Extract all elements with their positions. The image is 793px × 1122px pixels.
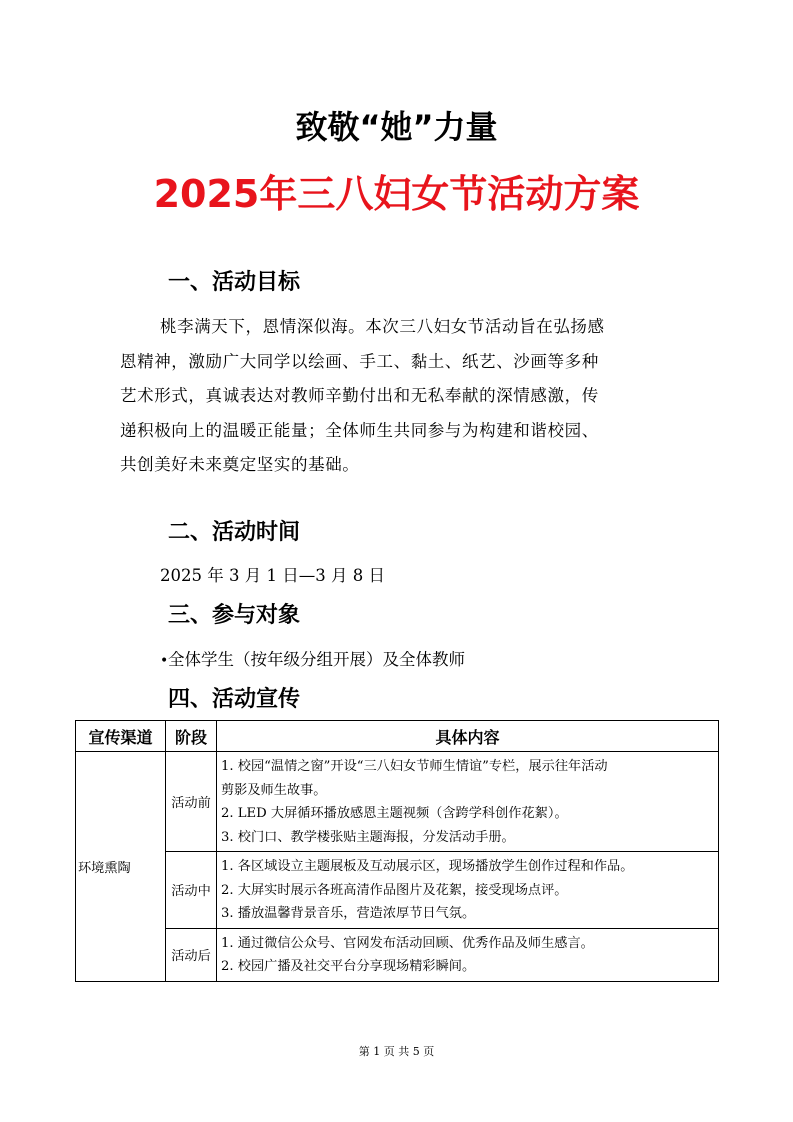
header-channel: 宣传渠道: [76, 721, 166, 752]
paragraph-line: 恩精神，激励广大同学以绘画、手工、黏土、纸艺、沙画等多种: [120, 351, 599, 371]
content-cell: [217, 852, 719, 929]
channel-cell: 环境熏陶: [76, 752, 166, 982]
stage-cell: 活动后: [166, 928, 217, 981]
content-line: 3. 校门口、教学楼张贴主题海报，分发活动手册。: [221, 829, 515, 845]
content-line: 3. 播放温馨背景音乐，营造浓厚节日气氛。: [221, 906, 476, 921]
section-4-heading: 四、活动宣传: [168, 687, 301, 712]
table-row: [76, 852, 719, 929]
stage-cell: 活动中: [166, 852, 217, 929]
paragraph-line: 桃李满天下，恩情深似海。本次三八妇女节活动旨在弘扬感: [160, 317, 605, 336]
paragraph-line: 共创美好未来奠定坚实的基础。: [120, 455, 360, 474]
title-line-2: 2025年三八妇女节活动方案: [153, 172, 640, 216]
paragraph-line: 艺术形式，真诚表达对教师辛勤付出和无私奉献的深情感激，传: [120, 386, 599, 405]
page-footer: 第 1 页 共 5 页: [358, 1045, 435, 1058]
content-cell: [217, 928, 719, 981]
content-line: 1. 校园“温情之窗”开设“三八妇女节师生情谊”专栏，展示往年活动: [221, 759, 608, 774]
content-line: 1. 通过微信公众号、官网发布活动回顾、优秀作品及师生感言。: [221, 935, 594, 951]
section-1-paragraph: [120, 310, 680, 483]
content-line: 1. 各区域设立主题展板及互动展示区，现场播放学生创作过程和作品。: [221, 859, 634, 874]
promotion-table: [75, 720, 719, 982]
content-line: 2. 校园广播及社交平台分享现场精彩瞬间。: [221, 959, 476, 974]
header-stage: 阶段: [166, 721, 217, 752]
paragraph-line: 递积极向上的温暖正能量；全体师生共同参与为构建和谐校园、: [120, 420, 599, 440]
header-content: 具体内容: [217, 721, 719, 752]
content-cell: [217, 752, 719, 852]
activity-time: 2025 年 3 月 1 日—3 月 8 日: [160, 566, 385, 585]
section-1-heading: 一、活动目标: [168, 270, 301, 295]
section-3-heading: 三、参与对象: [168, 603, 301, 628]
table-row: [76, 752, 719, 852]
content-line: 剪影及师生故事。: [221, 782, 327, 798]
stage-cell: 活动前: [166, 752, 217, 852]
bullet-icon: •: [160, 653, 169, 669]
content-line: 2. 大屏实时展示各班高清作品图片及花絮，接受现场点评。: [221, 882, 568, 898]
table-row: [76, 928, 719, 981]
table-header-row: [76, 721, 719, 752]
participants-bullet: •全体学生（按年级分组开展）及全体教师: [160, 648, 465, 673]
content-line: 2. LED 大屏循环播放感恩主题视频（含跨学科创作花絮）。: [221, 806, 568, 821]
section-2-heading: 二、活动时间: [168, 520, 301, 545]
title-line-1: 致敬“她”力量: [295, 108, 498, 146]
